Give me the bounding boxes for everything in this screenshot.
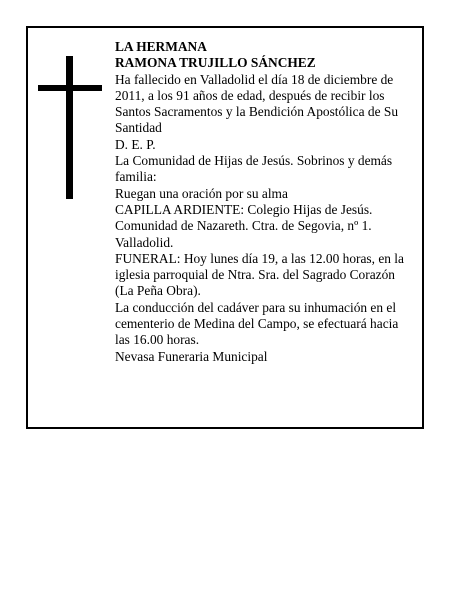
cross-vertical-beam [66, 56, 73, 199]
notice-text-block [115, 39, 415, 365]
death-statement: Ha fallecido en Valladolid el día 18 de diciembre de 2011, a los 91 años de edad, después de recibir los Santos Sacramentos y la Bendición Apostólica de Su Santidad [115, 71, 399, 136]
funeral-chapel-info: CAPILLA ARDIENTE: Colegio Hijas de Jesús. Comunidad de Nazareth. Ctra. de Segovia, nº 1. Valladolid. [115, 201, 373, 250]
rip-line: D. E. P. [115, 136, 156, 152]
funeral-info: FUNERAL: Hoy lunes día 19, a las 12.00 horas, en la iglesia parroquial de Ntra. Sra. del Sagrado Corazón (La Peña Obra). [115, 250, 404, 299]
mourners-line: La Comunidad de Hijas de Jesús. Sobrinos y demás familia: [115, 153, 393, 185]
cross-icon [38, 56, 102, 199]
cross-horizontal-beam [38, 85, 102, 91]
prayer-request: Ruegan una oración por su alma [115, 185, 288, 201]
obituary-notice [26, 26, 424, 429]
funeral-home: Nevasa Funeraria Municipal [115, 348, 268, 364]
notice-heading: LA HERMANA [115, 39, 207, 54]
burial-info: La conducción del cadáver para su inhumación en el cementerio de Medina del Campo, se efectuará hacia las 16.00 horas. [115, 299, 399, 348]
deceased-name: RAMONA TRUJILLO SÁNCHEZ [115, 55, 316, 71]
